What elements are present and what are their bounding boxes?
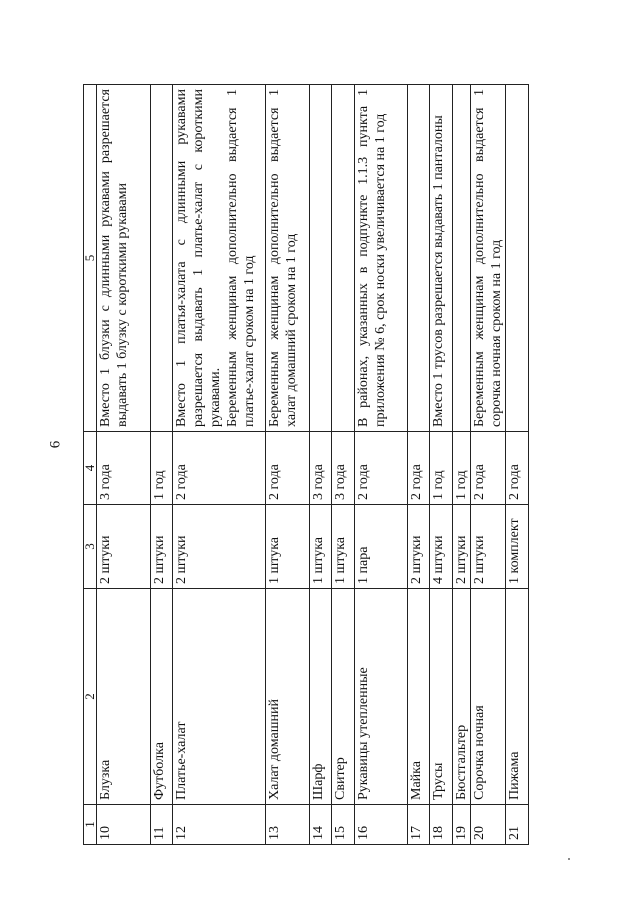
table-row xyxy=(97,85,151,845)
wear-term-cell: 2 года xyxy=(408,432,430,505)
wear-term-cell: 2 года xyxy=(173,432,266,505)
item-name-cell: Бюстгальтер xyxy=(453,589,471,805)
row-number-cell: 13 xyxy=(266,805,310,845)
note-cell: Беременным женщинам дополнительно выдается 1 халат домашний сроком на 1 год xyxy=(266,85,310,432)
row-number-cell: 12 xyxy=(173,805,266,845)
item-name-cell: Платье-халат xyxy=(173,589,266,805)
header-col-2: 2 xyxy=(84,589,97,805)
quantity-cell: 1 комплект xyxy=(506,505,529,589)
row-number-cell: 19 xyxy=(453,805,471,845)
header-col-1: 1 xyxy=(84,805,97,845)
quantity-cell: 4 штуки xyxy=(430,505,453,589)
item-name-cell: Майка xyxy=(408,589,430,805)
row-number-cell: 20 xyxy=(471,805,506,845)
item-name-cell: Шарф xyxy=(310,589,332,805)
header-col-5: 5 xyxy=(84,85,97,432)
table-row xyxy=(266,85,310,845)
wear-term-cell: 1 год xyxy=(453,432,471,505)
note-cell xyxy=(332,85,355,432)
wear-term-cell: 3 года xyxy=(310,432,332,505)
note-cell xyxy=(408,85,430,432)
quantity-cell: 1 штука xyxy=(266,505,310,589)
table-row xyxy=(173,85,266,845)
row-number-cell: 21 xyxy=(506,805,529,845)
table-row xyxy=(310,85,332,845)
quantity-cell: 2 штуки xyxy=(173,505,266,589)
item-name-cell: Блузка xyxy=(97,589,151,805)
table-row xyxy=(408,85,430,845)
note-cell xyxy=(506,85,529,432)
row-number-cell: 16 xyxy=(355,805,408,845)
row-number-cell: 18 xyxy=(430,805,453,845)
item-name-cell: Свитер xyxy=(332,589,355,805)
note-cell: Беременным женщинам дополнительно выдается 1 сорочка ночная сроком на 1 год xyxy=(471,85,506,432)
quantity-cell: 2 штуки xyxy=(471,505,506,589)
item-name-cell: Сорочка ночная xyxy=(471,589,506,805)
quantity-cell: 2 штуки xyxy=(453,505,471,589)
quantity-cell: 2 штуки xyxy=(97,505,151,589)
table-row xyxy=(355,85,408,845)
wear-term-cell: 2 года xyxy=(266,432,310,505)
row-number-cell: 11 xyxy=(151,805,173,845)
row-number-cell: 15 xyxy=(332,805,355,845)
header-col-3: 3 xyxy=(84,505,97,589)
table-row xyxy=(430,85,453,845)
note-cell xyxy=(151,85,173,432)
wear-term-cell: 2 года xyxy=(506,432,529,505)
item-name-cell: Пижама xyxy=(506,589,529,805)
note-cell: Вместо 1 блузки с длинными рукавами разрешается выдавать 1 блузку с короткими рукавами xyxy=(97,85,151,432)
wear-term-cell: 3 года xyxy=(332,432,355,505)
row-number-cell: 17 xyxy=(408,805,430,845)
note-cell: Вместо 1 трусов разрешается выдавать 1 панталоны xyxy=(430,85,453,432)
note-cell: В районах, указанных в подпункте 1.1.3 пункта 1 приложения № 6, срок носки увеличивается на 1 год xyxy=(355,85,408,432)
row-number-cell: 14 xyxy=(310,805,332,845)
table-row xyxy=(506,85,529,845)
table-row xyxy=(332,85,355,845)
quantity-cell: 2 штуки xyxy=(408,505,430,589)
row-number-cell: 10 xyxy=(97,805,151,845)
table-row xyxy=(453,85,471,845)
quantity-cell: 2 штуки xyxy=(151,505,173,589)
item-name-cell: Рукавицы утепленные xyxy=(355,589,408,805)
table-row xyxy=(471,85,506,845)
wear-term-cell: 1 год xyxy=(151,432,173,505)
clothing-norms-table xyxy=(83,84,529,845)
item-name-cell: Халат домашний xyxy=(266,589,310,805)
wear-term-cell: 2 года xyxy=(471,432,506,505)
wear-term-cell: 2 года xyxy=(355,432,408,505)
clothing-norms-table-rotated xyxy=(83,85,528,845)
quantity-cell: 1 штука xyxy=(310,505,332,589)
header-row xyxy=(84,85,97,845)
wear-term-cell: 3 года xyxy=(97,432,151,505)
note-cell xyxy=(310,85,332,432)
item-name-cell: Трусы xyxy=(430,589,453,805)
header-col-4: 4 xyxy=(84,432,97,505)
page-number: 6 xyxy=(47,440,64,449)
note-cell xyxy=(453,85,471,432)
item-name-cell: Футболка xyxy=(151,589,173,805)
note-cell: Вместо 1 платья-халата с длинными рукавами разрешается выдавать 1 платье-халат с короткими рукавами. Беременным женщинам дополнительно выдается 1 платье-халат сроком на 1 год xyxy=(173,85,266,432)
quantity-cell: 1 штука xyxy=(332,505,355,589)
table-row xyxy=(151,85,173,845)
quantity-cell: 1 пара xyxy=(355,505,408,589)
wear-term-cell: 1 год xyxy=(430,432,453,505)
